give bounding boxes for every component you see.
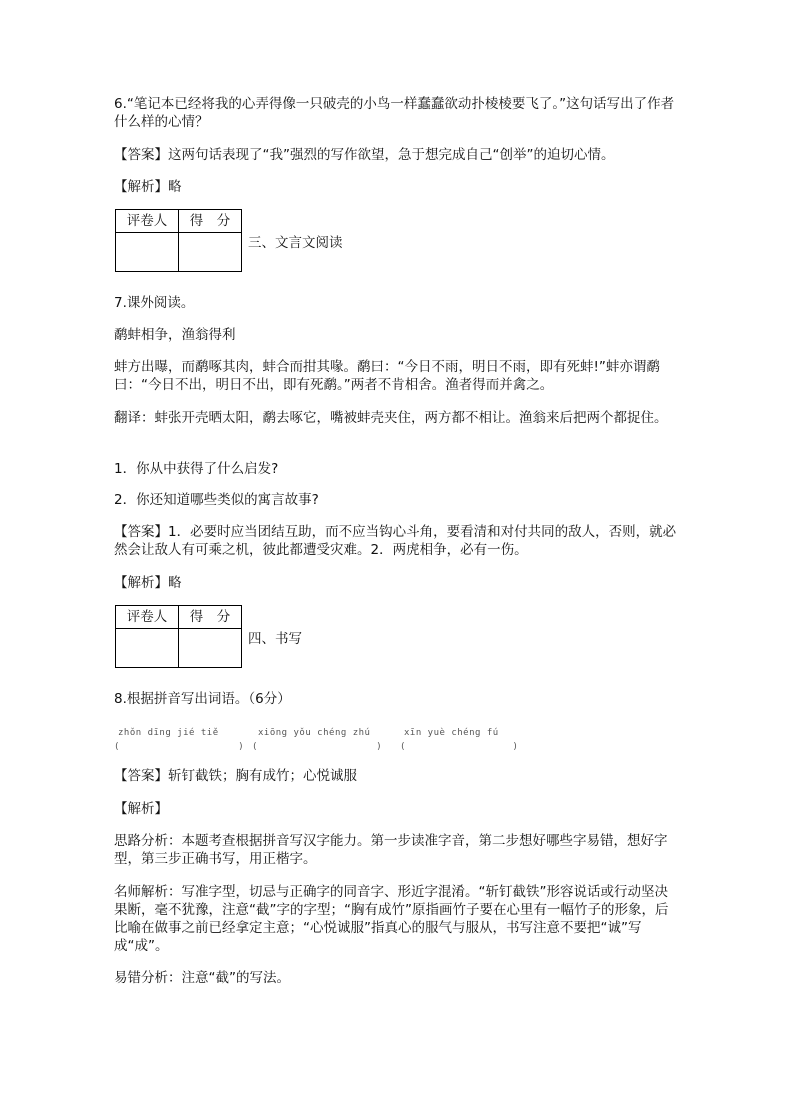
score-table-2 [115, 605, 242, 668]
answer-blank-3[interactable]: ( ) [400, 742, 519, 752]
q6-answer [114, 146, 679, 164]
answer-text: 斩钉截铁；胸有成竹；心悦诚服 [168, 768, 357, 784]
grader-cell [116, 233, 179, 272]
q7-passage: 蚌方出曝，而鹬啄其肉，蚌合而拑其喙。鹬曰：“今日不雨，明日不雨，即有死蚌!”蚌亦谓鹬曰：“今日不出，明日不出，即有死鹬。”两者不肯相舍。渔者得而并禽之。 [114, 359, 660, 393]
analysis-text: 略 [168, 179, 182, 195]
q8-teacher: 名师解析：写准字型，切忌与正确字的同音字、形近字混淆。“斩钉截铁”形容说话或行动坚决果断，毫不犹豫，注意“截”字的字型；“胸有成竹”原指画竹子要在心里有一幅竹子的形象，后比喻在做事之前已经拿定主意；“心悦诚服”指真心的服气与服从，书写注意不要把“诚”写成“成”。 [114, 884, 669, 954]
q8-answer [114, 767, 679, 785]
answer-text: 1．必要时应当团结互助，而不应当钩心斗角，要看清和对付共同的敌人，否则，就必然会让敌人有可乘之机，彼此都遭受灾难。2．两虎相争，必有一伤。 [114, 524, 677, 558]
q6-question: 6.“笔记本已经将我的心弄得像一只破壳的小鸟一样蠢蠢欲动扑棱棱要飞了。”这句话写出了作者什么样的心情？ [114, 96, 675, 130]
answer-tag: 【答案】 [114, 147, 168, 163]
score-header: 得 分 [179, 606, 242, 629]
answer-text: 这两句话表现了“我”强烈的写作欲望，急于想完成自己“创举”的迫切心情。 [168, 147, 615, 163]
pinyin-3: xīn yuè chéng fú [404, 728, 499, 738]
answer-tag: 【答案】 [114, 524, 168, 540]
section-title-3: 三、文言文阅读 [248, 235, 343, 251]
q7-sub2: 2．你还知道哪些类似的寓言故事? [114, 492, 319, 508]
pinyin-1: zhǒn dīng jié tiě [118, 728, 219, 738]
q8-idea: 思路分析：本题考查根据拼音写汉字能力。第一步读准字音，第二步想好哪些字易错，想好字型，第三步正确书写，用正楷字。 [114, 833, 668, 867]
score-table-1 [115, 209, 242, 272]
grader-header: 评卷人 [116, 210, 179, 233]
answer-blank-2[interactable]: ( ) [252, 742, 383, 752]
pinyin-row [114, 724, 519, 754]
answer-tag: 【答案】 [114, 768, 168, 784]
q7-translation: 翻译：蚌张开壳晒太阳，鹬去啄它，嘴被蚌壳夹住，两方都不相让。渔翁来后把两个都捉住。 [114, 410, 668, 426]
score-cell [179, 629, 242, 668]
q7-title: 鹬蚌相争，渔翁得利 [114, 327, 236, 343]
grader-cell [116, 629, 179, 668]
analysis-tag: 【解析】 [114, 179, 168, 195]
q7-answer [114, 523, 679, 559]
q7-analysis [114, 574, 679, 592]
pinyin-2: xiōng yǒu chéng zhú [258, 728, 371, 738]
score-header: 得 分 [179, 210, 242, 233]
analysis-text: 略 [168, 575, 182, 591]
q7-question: 7.课外阅读。 [114, 295, 195, 311]
section-title-4: 四、书写 [248, 631, 302, 647]
q8-question: 8.根据拼音写出词语。（6分） [114, 691, 291, 707]
analysis-tag: 【解析】 [114, 575, 168, 591]
q6-analysis [114, 178, 679, 196]
answer-blank-1[interactable]: ( ) [114, 742, 245, 752]
grader-header: 评卷人 [116, 606, 179, 629]
q8-mistake: 易错分析：注意“截”的写法。 [114, 970, 290, 986]
q8-analysis-tag: 【解析】 [114, 801, 168, 817]
score-cell [179, 233, 242, 272]
q7-sub1: 1．你从中获得了什么启发? [114, 461, 279, 477]
